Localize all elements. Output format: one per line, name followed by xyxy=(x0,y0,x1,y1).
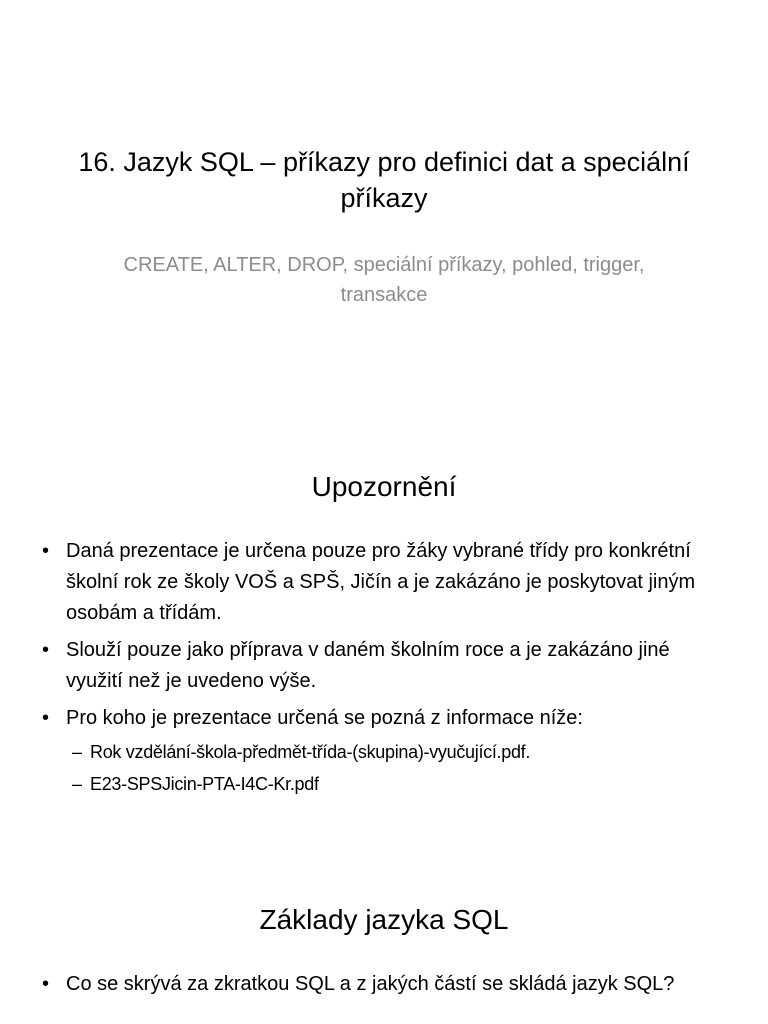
bullet-list xyxy=(40,969,700,1006)
bullet-list xyxy=(40,536,720,806)
slide-heading: Základy jazyka SQL xyxy=(259,904,509,935)
slide-heading: Upozornění xyxy=(311,471,457,502)
bullet-text: Pro koho je prezentace určená se pozná z informace níže: xyxy=(66,707,583,729)
slide-title: 16. Jazyk SQL – příkazy pro definici dat a speciální příkazy xyxy=(78,147,690,213)
slide-subtitle: CREATE, ALTER, DROP, speciální příkazy, pohled, trigger, transakce xyxy=(123,254,645,306)
sub-bullet-item: – Rok vzdělání-škola-předmět-třída-(skupina)-vyučující.pdf. xyxy=(66,736,720,768)
sub-bullet-item: – E23-SPSJicin-PTA-I4C-Kr.pdf xyxy=(66,768,720,800)
sub-bullet-list xyxy=(66,736,720,800)
bullet-item: • Co se skrývá za zkratkou SQL a z jakých částí se skládá jazyk SQL? xyxy=(40,969,700,1000)
bullet-item xyxy=(40,703,720,800)
bullet-item: • Daná prezentace je určena pouze pro žáky vybrané třídy pro konkrétní školní rok ze školy VOŠ a SPŠ, Jičín a je zakázáno je poskytovat jiným osobám a třídám. xyxy=(40,536,720,629)
bullet-item: • Slouží pouze jako příprava v daném školním roce a je zakázáno jiné využití než je uvedeno výše. xyxy=(40,635,720,697)
